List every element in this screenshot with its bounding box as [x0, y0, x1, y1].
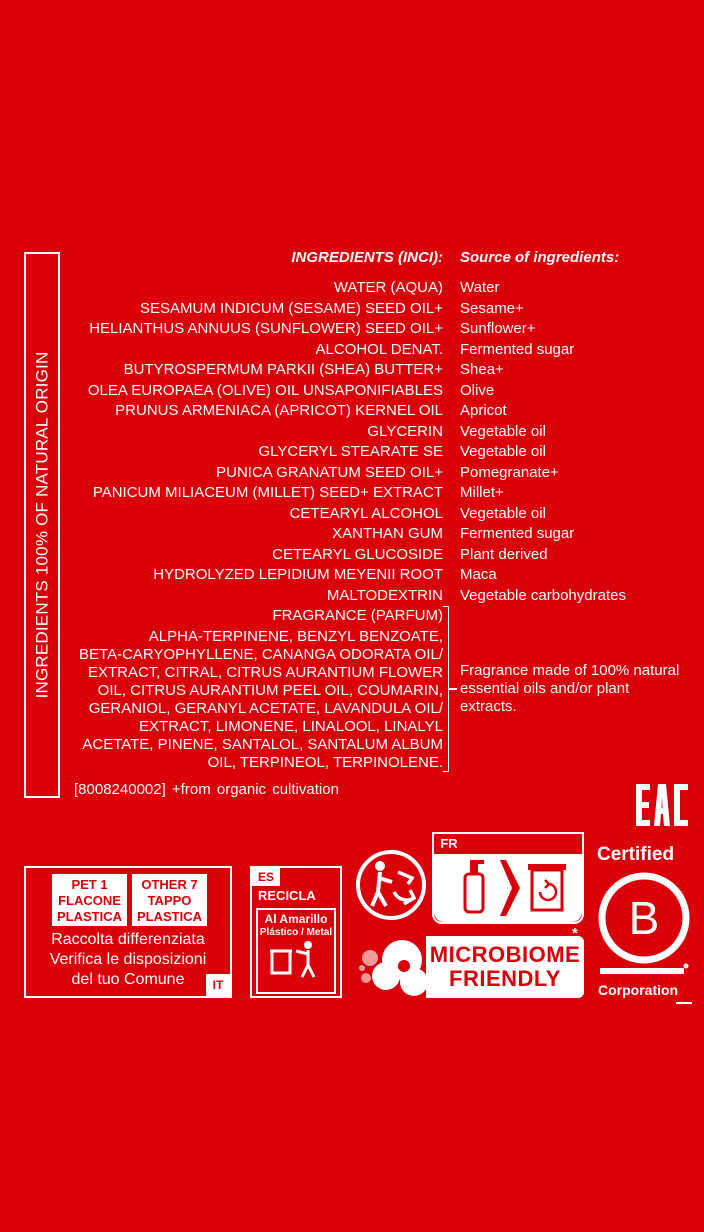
source-header: Source of ingredients:: [460, 249, 620, 266]
microbiome-line: FRIENDLY: [449, 966, 561, 991]
bcorp-logo-icon: [598, 872, 692, 976]
ingredient-item: SESAMUM INDICUM (SESAME) SEED OIL+: [140, 299, 443, 317]
source-item: Plant derived: [460, 545, 548, 563]
country-code-fr: FR: [440, 836, 458, 851]
ingredient-item: GLYCERYL STEARATE SE: [258, 443, 443, 460]
source-item: Water: [460, 279, 500, 296]
country-code-es: ES: [252, 868, 280, 886]
source-item: Vegetable carbohydrates: [460, 586, 626, 604]
fragrance-line: OIL, TERPINEOL, TERPINOLENE.: [207, 754, 443, 771]
fragrance-line: ACETATE, PINENE, SANTALOL, SANTALUM ALBUM: [82, 736, 443, 753]
source-item: Apricot: [460, 402, 507, 419]
source-item: Pomegranate+: [460, 463, 559, 481]
tag-line: TAPPO: [147, 893, 192, 908]
recycling-es-box: [250, 866, 342, 998]
recycling-it-line: Verifica le disposizioni: [49, 951, 207, 968]
microbiome-friendly-badge: [356, 936, 584, 998]
bottle-to-bin-icon: [434, 854, 582, 922]
bin-person-icon: [266, 939, 326, 979]
source-item: Sesame+: [460, 299, 524, 317]
product-code-line: [8008240002] +from organic cultivation: [74, 781, 339, 798]
source-item: Sunflower+: [460, 320, 536, 337]
natural-origin-label: [24, 252, 60, 798]
ingredient-item: BUTYROSPERMUM PARKII (SHEA) BUTTER+: [123, 361, 443, 378]
microbiome-asterisk: *: [572, 925, 578, 942]
source-item: Fermented sugar: [460, 525, 575, 542]
fragrance-bracket-tick: [449, 688, 457, 690]
fragrance-title: FRAGRANCE (PARFUM): [272, 607, 443, 624]
fragrance-source: [460, 662, 704, 716]
ingredient-item: GLYCERIN: [367, 422, 443, 440]
ingredient-item: HYDROLYZED LEPIDIUM MEYENII ROOT: [153, 566, 443, 583]
bcorp-underline: [676, 1002, 692, 1004]
amarillo-label: Al Amarillo: [264, 912, 328, 926]
source-item: Vegetable oil: [460, 422, 546, 440]
recycling-tag-cap: [132, 874, 207, 926]
fr-info-panel: [434, 854, 582, 922]
source-item: Vegetable oil: [460, 504, 546, 522]
recycling-it-line: del tuo Comune: [71, 971, 185, 988]
microbiome-line: MICROBIOME: [429, 942, 581, 967]
ingredient-item: ALCOHOL DENAT.: [315, 340, 443, 358]
source-item: Millet+: [460, 484, 504, 501]
fragrance-line: GERANIOL, GERANYL ACETATE, LAVANDULA OIL/: [88, 700, 443, 717]
fragrance-source-line: essential oils and/or plant: [460, 680, 630, 697]
fragrance-block: [79, 606, 443, 772]
ingredient-item: PANICUM MILIACEUM (MILLET) SEED+ EXTRACT: [92, 484, 443, 501]
bcorp-corporation-label: Corporation: [598, 982, 679, 998]
fragrance-line: OIL, CITRUS AURANTIUM PEEL OIL, COUMARIN,: [97, 682, 443, 699]
natural-origin-text: INGREDIENTS 100% OF NATURAL ORIGIN: [32, 351, 52, 699]
fragrance-line: EXTRACT, LIMONENE, LINALOOL, LINALYL: [139, 718, 443, 735]
microbiome-label: [426, 936, 584, 998]
microbiome-icon: [356, 936, 436, 998]
tag-line: PET 1: [71, 877, 108, 892]
ingredient-item: OLEA EUROPAEA (OLIVE) OIL UNSAPONIFIABLES: [87, 381, 443, 399]
bcorp-letter: B: [628, 892, 660, 944]
recycling-it-text: [26, 930, 230, 990]
ingredient-item: WATER (AQUA): [333, 279, 443, 296]
source-item: Olive: [460, 381, 495, 399]
ingredients-header: INGREDIENTS (INCI):: [291, 249, 443, 266]
tag-line: OTHER 7: [141, 877, 198, 892]
fragrance-line: ALPHA-TERPINENE, BENZYL BENZOATE,: [148, 628, 443, 645]
sources-list: [460, 278, 626, 606]
recycling-fr-box: [432, 832, 584, 924]
bcorp-certified-label: Certified: [597, 844, 675, 865]
ingredient-item: XANTHAN GUM: [332, 525, 443, 542]
eac-mark-icon: [634, 782, 690, 828]
country-code-it: IT: [206, 974, 230, 996]
ingredient-item: CETEARYL ALCOHOL: [289, 504, 443, 522]
source-item: Shea+: [460, 361, 504, 378]
recicla-label: RECICLA: [258, 888, 316, 903]
recycling-it-box: [24, 866, 232, 998]
recycling-es-inner: [256, 908, 336, 994]
fragrance-line: EXTRACT, CITRAL, CITRUS AURANTIUM FLOWER: [87, 664, 443, 681]
fragrance-source-line: extracts.: [460, 698, 517, 715]
ingredient-item: CETEARYL GLUCOSIDE: [272, 545, 443, 563]
ingredient-item: MALTODEXTRIN: [326, 586, 443, 604]
tag-line: FLACONE: [58, 893, 121, 908]
fragrance-source-line: Fragrance made of 100% natural: [460, 662, 680, 679]
material-label: Plástico / Metal: [259, 927, 333, 938]
recycling-it-line: Raccolta differenziata: [51, 931, 205, 948]
fragrance-line: BETA-CARYOPHYLLENE, CANANGA ODORATA OIL/: [79, 646, 443, 663]
ingredient-item: PUNICA GRANATUM SEED OIL+: [216, 463, 443, 481]
triman-icon: [354, 848, 428, 922]
ingredients-list: [88, 278, 443, 606]
tag-line: PLASTICA: [137, 909, 202, 924]
tag-line: PLASTICA: [57, 909, 122, 924]
recycling-tag-bottle: [52, 874, 127, 926]
source-item: Maca: [460, 566, 497, 583]
ingredient-item: HELIANTHUS ANNUUS (SUNFLOWER) SEED OIL+: [89, 320, 443, 337]
source-item: Vegetable oil: [460, 443, 546, 460]
source-item: Fermented sugar: [460, 340, 575, 358]
ingredient-item: PRUNUS ARMENIACA (APRICOT) KERNEL OIL: [115, 402, 443, 419]
